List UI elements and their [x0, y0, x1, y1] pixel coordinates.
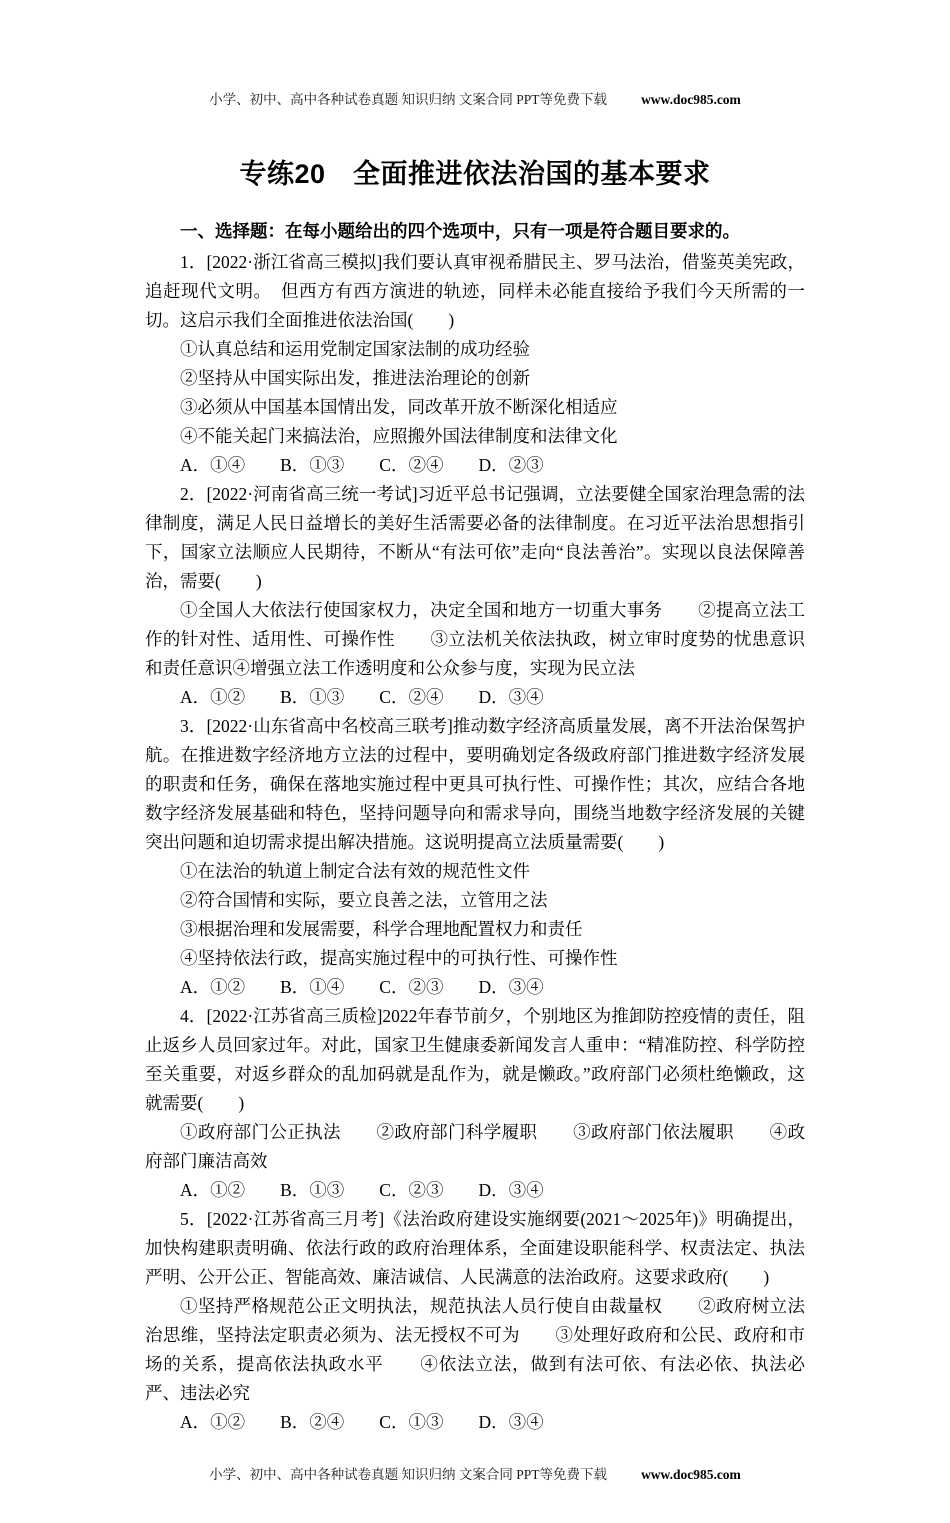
question-block: [145, 248, 805, 480]
question-paragraph: A．①④ B．①③ C．②④ D．②③: [180, 455, 544, 475]
question-paragraph: A．①② B．①③ C．②③ D．③④: [180, 1180, 544, 1200]
question-paragraph: ①全国人大依法行使国家权力，决定全国和地方一切重大事务 ②提高立法工作的针对性、适用性、可操作性 ③立法机关依法执政，树立审时度势的忧患意识和责任意识④增强立法工作透明度和公众参与度，实现为民立法: [145, 600, 805, 678]
footer-url-link[interactable]: www.doc985.com: [641, 1467, 741, 1482]
question-paragraph: ①坚持严格规范公正文明执法，规范执法人员行使自由裁量权 ②政府树立法治思维，坚持法定职责必须为、法无授权不可为 ③处理好政府和公民、政府和市场的关系，提高依法执政水平 ④依法立法，做到有法可依、有法必依、执法必严、违法必究: [145, 1296, 805, 1403]
questions-container: [145, 248, 805, 1437]
question-paragraph: ①在法治的轨道上制定合法有效的规范性文件: [180, 861, 530, 881]
page-footer: [85, 1463, 865, 1483]
header-url-link[interactable]: www.doc985.com: [641, 92, 741, 107]
question-paragraph: ①认真总结和运用党制定国家法制的成功经验: [180, 339, 530, 359]
question-block: [145, 712, 805, 1002]
question-block: [145, 1205, 805, 1437]
footer-text: 小学、初中、高中各种试卷真题 知识归纳 文案合同 PPT等免费下载: [209, 1467, 608, 1482]
question-block: [145, 480, 805, 712]
question-paragraph: ①政府部门公正执法 ②政府部门科学履职 ③政府部门依法履职 ④政府部门廉洁高效: [145, 1122, 805, 1171]
question-paragraph: ③根据治理和发展需要，科学合理地配置权力和责任: [180, 919, 583, 939]
question-paragraph: ②坚持从中国实际出发，推进法治理论的创新: [180, 368, 530, 388]
question-paragraph: 3．[2022·山东省高中名校高三联考]推动数字经济高质量发展，离不开法治保驾护航。在推进数字经济地方立法的过程中，要明确划定各级政府部门推进数字经济发展的职责和任务，确保在落地实施过程中更具可执行性、可操作性；其次，应结合各地数字经济发展基础和特色，坚持问题导向和需求导向，围绕当地数字经济发展的关键突出问题和迫切需求提出解决措施。这说明提高立法质量需要( ): [145, 716, 805, 852]
question-paragraph: ④不能关起门来搞法治，应照搬外国法律制度和法律文化: [180, 426, 618, 446]
page-title: 专练20 全面推进依法治国的基本要求: [239, 159, 711, 189]
question-paragraph: ④坚持依法行政，提高实施过程中的可执行性、可操作性: [180, 948, 618, 968]
header-text: 小学、初中、高中各种试卷真题 知识归纳 文案合同 PPT等免费下载: [209, 92, 608, 107]
question-paragraph: ③必须从中国基本国情出发，同改革开放不断深化相适应: [180, 397, 618, 417]
question-paragraph: A．①② B．①③ C．②④ D．③④: [180, 687, 544, 707]
section-heading: 一、选择题：在每小题给出的四个选项中，只有一项是符合题目要求的。: [180, 221, 740, 241]
question-block: [145, 1002, 805, 1205]
question-paragraph: ②符合国情和实际，要立良善之法，立管用之法: [180, 890, 548, 910]
page-header: [85, 88, 865, 108]
question-paragraph: A．①② B．②④ C．①③ D．③④: [180, 1412, 544, 1432]
question-paragraph: 2．[2022·河南省高三统一考试]习近平总书记强调，立法要健全国家治理急需的法律制度，满足人民日益增长的美好生活需要必备的法律制度。在习近平法治思想指引下，国家立法顺应人民期待，不断从“有法可依”走向“良法善治”。实现以良法保障善治，需要( ): [145, 484, 805, 591]
question-paragraph: A．①② B．①④ C．②③ D．③④: [180, 977, 544, 997]
question-paragraph: 4．[2022·江苏省高三质检]2022年春节前夕，个别地区为推卸防控疫情的责任，阻止返乡人员回家过年。对此，国家卫生健康委新闻发言人重申：“精准防控、科学防控至关重要，对返乡群众的乱加码就是乱作为，就是懒政。”政府部门必须杜绝懒政，这就需要( ): [145, 1006, 805, 1113]
question-paragraph: 5．[2022·江苏省高三月考]《法治政府建设实施纲要(2021～2025年)》明确提出，加快构建职责明确、依法行政的政府治理体系，全面建设职能科学、权责法定、执法严明、公开公正、智能高效、廉洁诚信、人民满意的法治政府。这要求政府( ): [145, 1209, 805, 1287]
question-paragraph: 1．[2022·浙江省高三模拟]我们要认真审视希腊民主、罗马法治，借鉴英美宪政，追赶现代文明。 但西方有西方演进的轨迹，同样未必能直接给予我们今天所需的一切。这启示我们全面推进依法治国( ): [145, 252, 805, 330]
